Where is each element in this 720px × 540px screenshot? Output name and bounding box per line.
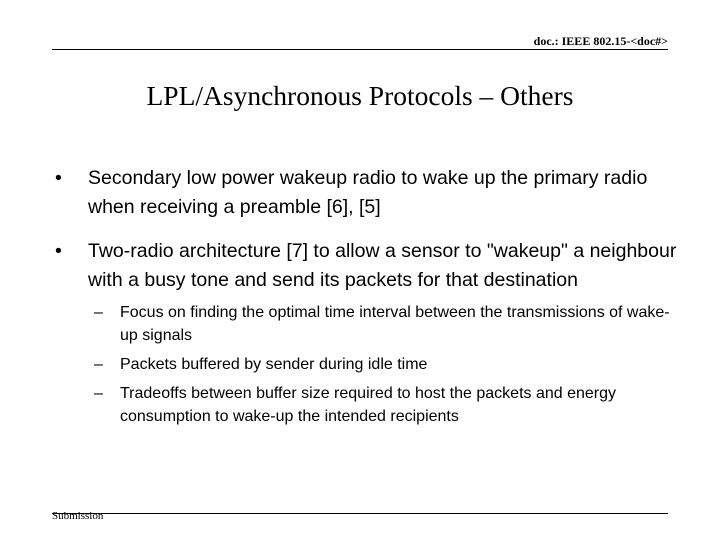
header-divider: [52, 49, 668, 50]
slide-title: LPL/Asynchronous Protocols – Others: [146, 80, 574, 111]
slide-body: [42, 164, 682, 434]
sub-bullet-text: Packets buffered by sender during idle time: [120, 356, 428, 373]
bullet-item: [42, 237, 682, 295]
sub-bullet-marker: –: [94, 385, 103, 402]
bullet-text: Two-radio architecture [7] to allow a sensor to "wakeup" a neighbour with a busy tone and send its packets for that destination: [88, 240, 677, 291]
footer-divider: [52, 513, 668, 514]
sub-bullet-text: Tradeoffs between buffer size required to host the packets and energy consumption to wake-up the intended recipients: [120, 385, 617, 425]
sub-bullet-list: [42, 301, 682, 428]
bullet-marker: •: [55, 240, 62, 262]
document-id: doc.: IEEE 802.15-<doc#>: [533, 34, 668, 48]
bullet-marker: •: [55, 167, 62, 189]
footer-label: Submission: [52, 510, 104, 522]
sub-bullet-item: [42, 382, 682, 428]
sub-bullet-item: [42, 301, 682, 347]
sub-bullet-text: Focus on finding the optimal time interval between the transmissions of wake-up signals: [120, 304, 670, 344]
bullet-item: [42, 164, 682, 222]
sub-bullet-marker: –: [94, 304, 103, 321]
sub-bullet-item: [42, 353, 682, 376]
bullet-text: Secondary low power wakeup radio to wake up the primary radio when receiving a preamble [6], [5]: [88, 167, 648, 218]
sub-bullet-marker: –: [94, 356, 103, 373]
